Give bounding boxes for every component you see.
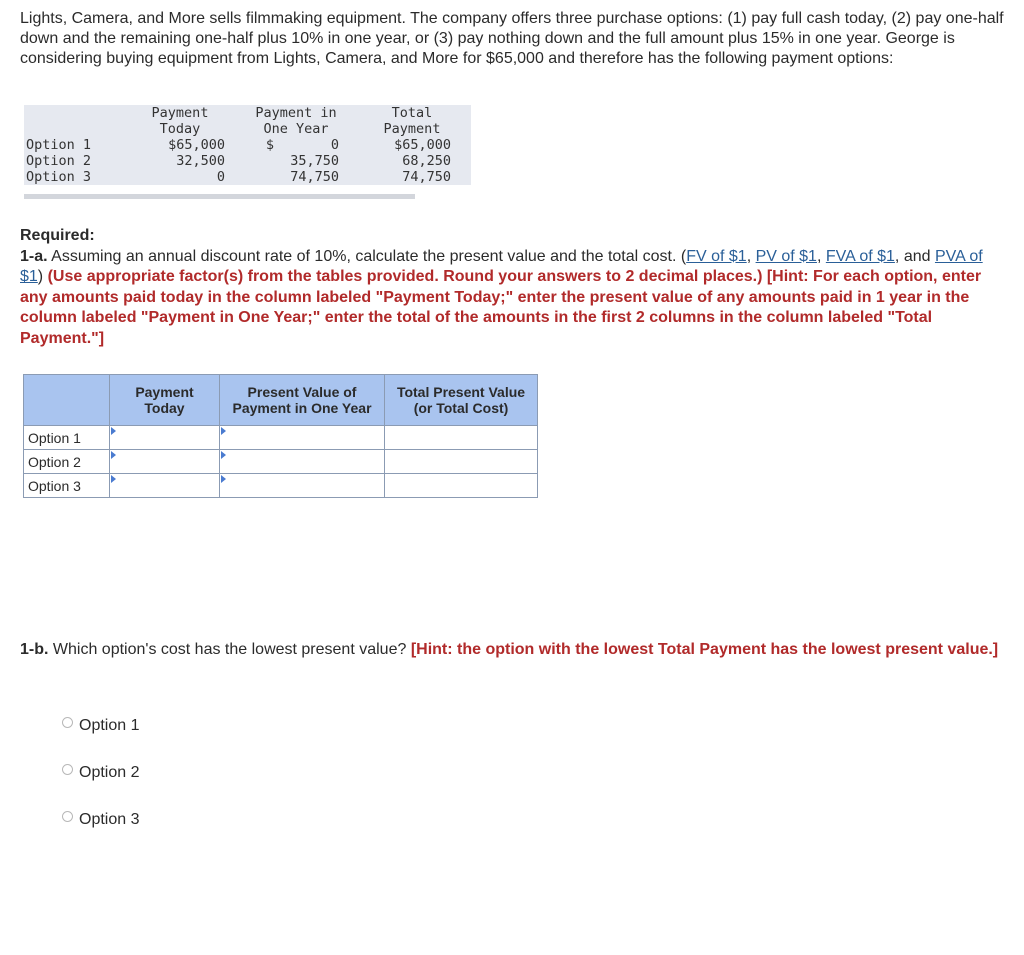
payment-today-value: 0 bbox=[216, 169, 225, 185]
radio-button-icon[interactable] bbox=[62, 811, 73, 822]
pva-of-1-link[interactable]: PVA of $1 bbox=[20, 247, 983, 285]
link-separator: , and bbox=[894, 247, 935, 265]
payment-table-divider bbox=[24, 194, 415, 199]
link-close-paren: ) bbox=[37, 268, 48, 285]
option-1-total-pv-input[interactable] bbox=[385, 426, 537, 449]
option-3-total-pv-input[interactable] bbox=[385, 474, 537, 497]
radio-option-3[interactable] bbox=[62, 811, 139, 829]
option-2-payment-today-input[interactable] bbox=[110, 450, 219, 473]
option-1-pv-one-year-input[interactable] bbox=[220, 426, 384, 449]
problem-intro: Lights, Camera, and More sells filmmaking equipment. The company offers three purchase options: (1) pay full cash today, (2) pay one-half down and the remaining one-half plus 10% in one year, or (3) pay nothing down and the full amount plus 15% in one year. George is considering buying equipment from Lights, Camera, and More for $65,000 and therefore has the following payment options: bbox=[20, 10, 1004, 67]
answer-row-option-3 bbox=[24, 474, 538, 498]
input-flag-icon bbox=[111, 451, 116, 459]
radio-option-2[interactable] bbox=[62, 764, 139, 782]
payment-today-value: $65,000 bbox=[168, 137, 225, 153]
link-separator: , bbox=[746, 247, 756, 265]
payment-total-value: $65,000 bbox=[394, 137, 451, 153]
input-flag-icon bbox=[111, 475, 116, 483]
payment-today-cell bbox=[110, 474, 220, 498]
payment-today-cell bbox=[110, 426, 220, 450]
answer-table bbox=[23, 374, 538, 498]
payment-header-blank bbox=[24, 105, 121, 137]
pv-one-year-cell bbox=[220, 474, 385, 498]
payment-header-one-year: Payment in One Year bbox=[255, 105, 337, 137]
input-flag-icon bbox=[221, 451, 226, 459]
payment-today-value: 32,500 bbox=[176, 153, 225, 169]
payment-total-value: 68,250 bbox=[402, 153, 451, 169]
payment-one-year-value: 35,750 bbox=[290, 153, 339, 169]
part-a-text: Assuming an annual discount rate of 10%, calculate the present value and the total cost. ( bbox=[47, 247, 687, 265]
radio-option-label: Option 3 bbox=[79, 811, 140, 828]
payment-header-total: Total Payment bbox=[383, 105, 441, 137]
answer-row-option-2 bbox=[24, 450, 538, 474]
option-1-payment-today-input[interactable] bbox=[110, 426, 219, 449]
payment-header-today: Payment Today bbox=[151, 105, 209, 137]
fv-of-1-link[interactable]: FV of $1 bbox=[686, 247, 747, 265]
option-2-pv-one-year-input[interactable] bbox=[220, 450, 384, 473]
fva-of-1-link[interactable]: FVA of $1 bbox=[825, 247, 895, 265]
option-3-payment-today-input[interactable] bbox=[110, 474, 219, 497]
total-pv-cell bbox=[385, 426, 538, 450]
payment-table-header bbox=[24, 105, 471, 137]
required-section bbox=[20, 226, 1010, 349]
answer-header-pv-one-year: Present Value of Payment in One Year bbox=[220, 375, 385, 426]
part-b-label: 1-b. bbox=[20, 641, 49, 658]
part-b-text: Which option's cost has the lowest present value? bbox=[48, 641, 411, 658]
answer-header-payment-today: Payment Today bbox=[110, 375, 220, 426]
part-a-label: 1-a. bbox=[20, 247, 48, 265]
payment-row-label: Option 2 bbox=[26, 153, 92, 169]
radio-button-icon[interactable] bbox=[62, 717, 73, 728]
payment-row-label: Option 3 bbox=[26, 169, 92, 185]
total-pv-cell bbox=[385, 450, 538, 474]
payment-row-label: Option 1 bbox=[26, 137, 92, 153]
payment-row-option-1 bbox=[24, 137, 471, 153]
part-a-instruction: (Use appropriate factor(s) from the tables provided. Round your answers to 2 decimal places.) [Hint: For each option, enter any amounts paid today in the column labeled "Payment Today;" enter the present value of any amounts paid in 1 year in the column labeled "Payment in One Year;" enter the total of the amounts in the first 2 columns in the column labeled "Total Payment."] bbox=[20, 268, 982, 347]
required-heading: Required: bbox=[20, 227, 95, 244]
answer-row-label: Option 3 bbox=[24, 474, 110, 498]
answer-row-label: Option 1 bbox=[24, 426, 110, 450]
pv-one-year-cell bbox=[220, 450, 385, 474]
answer-header-total-pv: Total Present Value (or Total Cost) bbox=[385, 375, 538, 426]
link-separator: , bbox=[816, 247, 826, 265]
pv-of-1-link[interactable]: PV of $1 bbox=[755, 247, 817, 265]
radio-button-icon[interactable] bbox=[62, 764, 73, 775]
input-flag-icon bbox=[221, 475, 226, 483]
radio-option-1[interactable] bbox=[62, 717, 139, 735]
payment-one-year-value: 74,750 bbox=[290, 169, 339, 185]
payment-one-year-value: $ 0 bbox=[265, 137, 339, 153]
payment-options-table bbox=[24, 105, 471, 185]
part-b-hint: [Hint: the option with the lowest Total Payment has the lowest present value.] bbox=[410, 641, 999, 658]
option-3-pv-one-year-input[interactable] bbox=[220, 474, 384, 497]
part-b-question bbox=[20, 640, 1010, 661]
option-2-total-pv-input[interactable] bbox=[385, 450, 537, 473]
radio-option-label: Option 2 bbox=[79, 764, 140, 781]
answer-row-label: Option 2 bbox=[24, 450, 110, 474]
input-flag-icon bbox=[221, 427, 226, 435]
pv-one-year-cell bbox=[220, 426, 385, 450]
answer-header-blank bbox=[24, 375, 110, 426]
total-pv-cell bbox=[385, 474, 538, 498]
payment-row-option-3 bbox=[24, 169, 471, 185]
payment-today-cell bbox=[110, 450, 220, 474]
answer-table-header bbox=[24, 375, 538, 426]
answer-row-option-1 bbox=[24, 426, 538, 450]
payment-total-value: 74,750 bbox=[402, 169, 451, 185]
payment-row-option-2 bbox=[24, 153, 471, 169]
radio-option-label: Option 1 bbox=[79, 717, 140, 734]
input-flag-icon bbox=[111, 427, 116, 435]
